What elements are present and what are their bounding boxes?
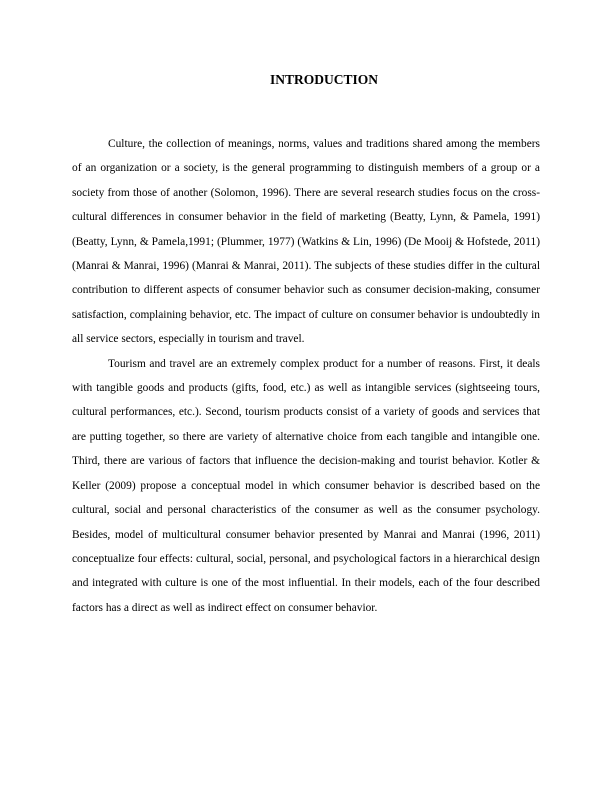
page-title: INTRODUCTION xyxy=(269,72,378,87)
paragraph-culture: Culture, the collection of meanings, norms, values and traditions shared among the members of an organization or a society, is the general programming to distinguish members of a group or a society from those of another (Solomon, 1996). There are several research studies focus on the cross-cultural differences in consumer behavior in the field of marketing (Beatty, Lynn, & Pamela, 1991) (Beatty, Lynn, & Pamela,1991; (Plummer, 1977) (Watkins & Lin, 1996) (De Mooij & Hofstede, 2011) (Manrai & Manrai, 1996) (Manrai & Manrai, 2011). The subjects of these studies differ in the cultural contribution to different aspects of consumer behavior such as consumer decision-making, consumer satisfaction, complaining behavior, etc. The impact of culture on consumer behavior is undoubtedly in all service sectors, especially in tourism and travel. xyxy=(72,138,540,346)
document-body xyxy=(72,132,540,620)
paragraph-tourism: Tourism and travel are an extremely complex product for a number of reasons. First, it deals with tangible goods and products (gifts, food, etc.) as well as intangible services (sightseeing tours, cultural performances, etc.). Second, tourism products consist of a variety of goods and services that are putting together, so there are variety of alternative choice from each tangible and intangible one. Third, there are various of factors that influence the decision-making and tourist behavior. Kotler & Keller (2009) propose a conceptual model in which consumer behavior is described based on the cultural, social and personal characteristics of the consumer as well as the consumer psychology. Besides, model of multicultural consumer behavior presented by Manrai and Manrai (1996, 2011) conceptualize four effects: cultural, social, personal, and psychological factors in a hierarchical design and integrated with culture is one of the most influential. In their models, each of the four described factors has a direct as well as indirect effect on consumer behavior. xyxy=(72,357,540,614)
